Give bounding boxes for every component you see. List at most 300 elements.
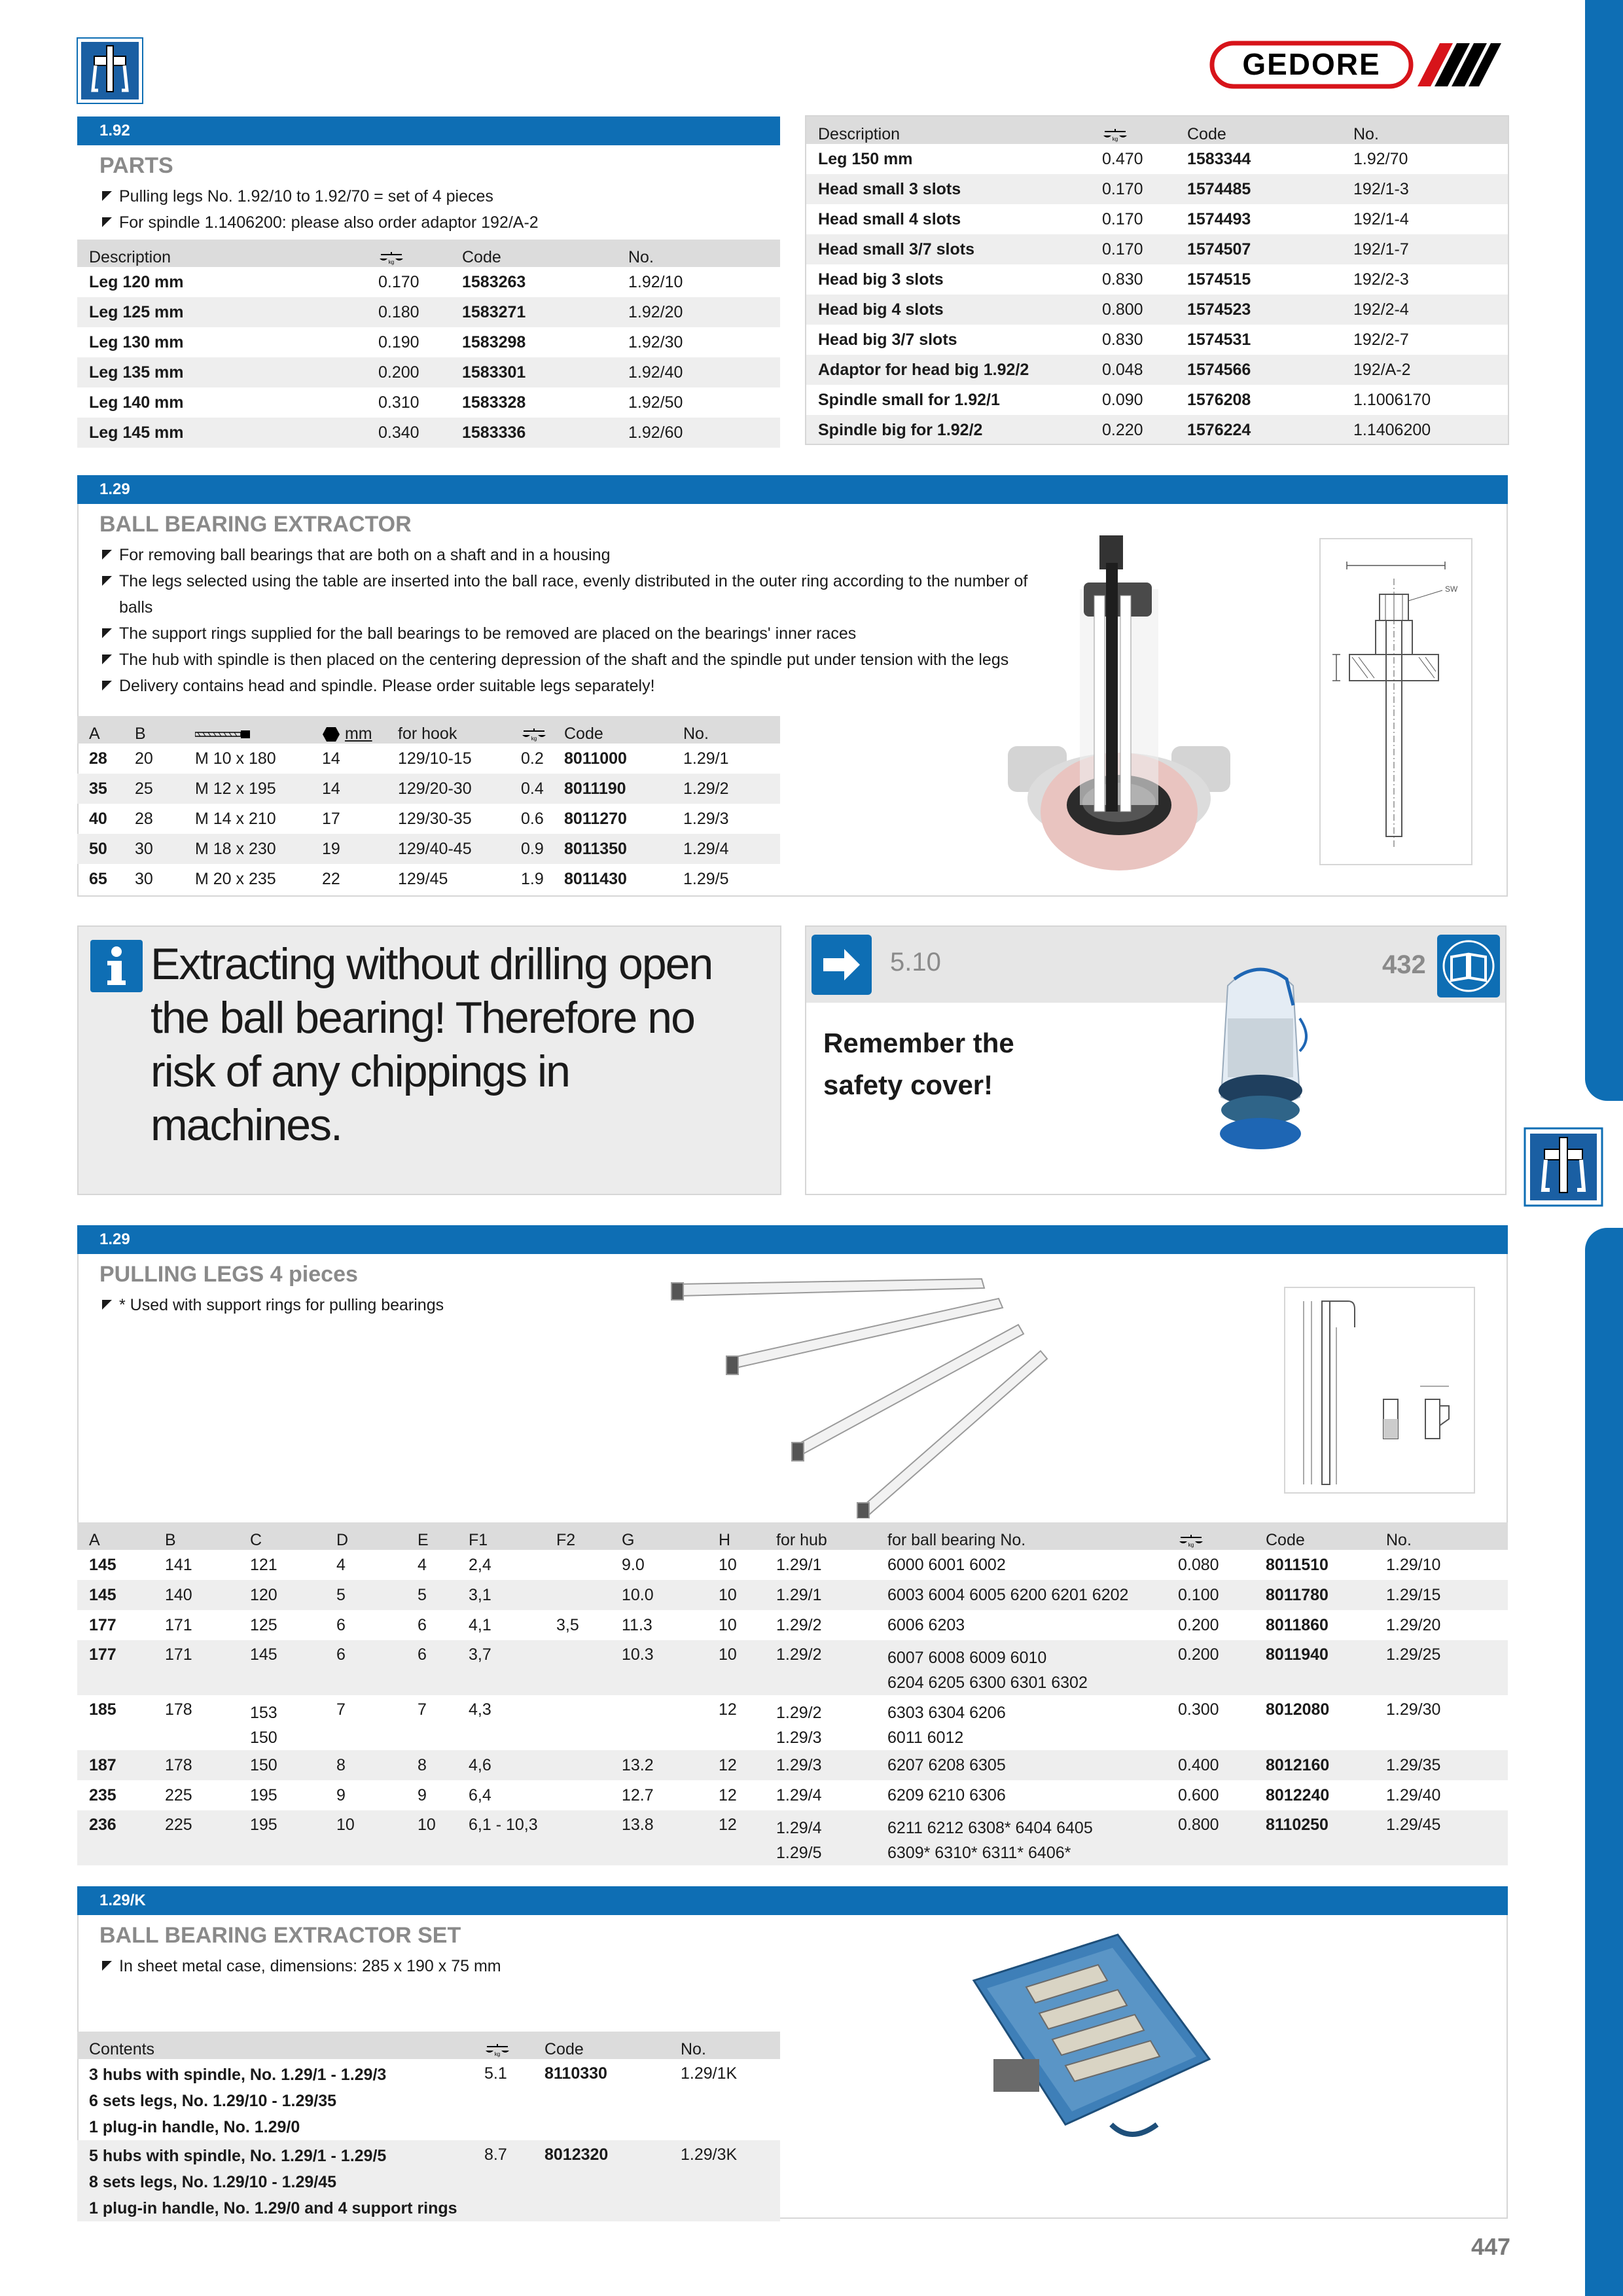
- cell-a: 50: [77, 834, 123, 864]
- cell-bearing: 6209 6210 6306: [887, 1785, 1006, 1804]
- bullet-item: For removing ball bearings that are both on a shaft and in a housing: [102, 542, 1031, 568]
- cell-no: 1.1006170: [1353, 390, 1431, 409]
- col-f2: F2: [544, 1522, 610, 1550]
- bearing-line: 6204 6205 6300 6301 6302: [887, 1674, 1088, 1692]
- cell-thread: M 20 x 235: [195, 869, 276, 888]
- parts-bullets: [102, 183, 770, 236]
- reference-page[interactable]: 432: [1382, 950, 1426, 979]
- col-e: E: [406, 1522, 457, 1550]
- hex-wrench-icon: [310, 716, 386, 744]
- cell-g: 10.3: [610, 1640, 707, 1695]
- cell-e: 6: [406, 1640, 457, 1695]
- table-row: [806, 415, 1508, 445]
- bearing-line: 6011 6012: [887, 1729, 964, 1747]
- cell-a: 40: [89, 809, 107, 828]
- cell-b: 178: [165, 1700, 192, 1719]
- cell-code: 1583298: [462, 332, 526, 351]
- puller-category-icon: [76, 37, 144, 105]
- cell-hub: 1.29/1: [764, 1580, 876, 1610]
- svg-text:kg: kg: [388, 259, 395, 266]
- cell-no: 1.29/3: [683, 809, 729, 828]
- cell-weight: 0.310: [378, 393, 419, 412]
- cell-description: Spindle big for 1.92/2: [806, 415, 1090, 445]
- cell-e: 5: [406, 1580, 457, 1610]
- cell-bearing: [876, 1695, 1166, 1750]
- cell-hub: [764, 1695, 876, 1750]
- cell-no: 1.29/40: [1386, 1785, 1441, 1804]
- cell-a: 187: [77, 1750, 153, 1780]
- hub-line: 1.29/2: [776, 1704, 822, 1722]
- col-c: C: [238, 1522, 325, 1550]
- cell-c: 150: [238, 1750, 325, 1780]
- cell-f2: [544, 1750, 610, 1780]
- table-row: [77, 1750, 1508, 1780]
- table-row: [77, 357, 780, 387]
- cell-no: 1.29/30: [1386, 1700, 1441, 1719]
- cell-no: 1.92/50: [628, 393, 683, 412]
- cell-bearing: [876, 1640, 1166, 1695]
- col-code: Code: [552, 716, 671, 744]
- svg-text:kg: kg: [1188, 1542, 1194, 1549]
- cell-weight: 0.470: [1102, 149, 1143, 168]
- cell-hook: 129/30-35: [398, 809, 472, 828]
- bearing-line: 6303 6304 6206: [887, 1704, 1006, 1722]
- cell-code: 1583301: [450, 357, 616, 387]
- cell-code: 8012080: [1266, 1700, 1330, 1719]
- cell-f1: 4,3: [469, 1700, 491, 1719]
- cell-f1: 3,1: [457, 1580, 544, 1610]
- cell-code: 8110330: [544, 2064, 607, 2083]
- cell-e: 7: [418, 1700, 427, 1719]
- weight-kg-icon: [1090, 117, 1175, 144]
- weight-kg-icon: [1166, 1522, 1254, 1550]
- cell-code: 8012240: [1266, 1785, 1330, 1804]
- info-text: Extracting without drilling open the ball bearing! Therefore no risk of any chippings in machines.: [151, 939, 713, 1150]
- col-no: No.: [671, 716, 780, 744]
- table-row: [77, 744, 780, 774]
- cell-bearing: 6000 6001 6002: [887, 1555, 1006, 1574]
- hub-line: 1.29/4: [776, 1819, 822, 1837]
- cell-code: 8011190: [552, 774, 671, 804]
- cell-g: 10.0: [610, 1580, 707, 1610]
- col-d: D: [325, 1522, 406, 1550]
- bullet-item: The support rings supplied for the ball bearings to be removed are placed on the bearings' inner races: [102, 620, 1031, 647]
- cell-no: 1.92/20: [616, 297, 780, 327]
- arrow-right-icon[interactable]: [812, 935, 872, 995]
- cell-weight: 0.4: [509, 774, 552, 804]
- col-b: B: [123, 716, 183, 744]
- contents-line: 6 sets legs, No. 1.29/10 - 1.29/35: [89, 2092, 337, 2110]
- cell-weight: 0.180: [366, 297, 450, 327]
- cell-mm: 19: [310, 834, 386, 864]
- table-row: [806, 264, 1508, 295]
- cell-b: 141: [165, 1555, 192, 1574]
- cell-no: 192/1-3: [1342, 174, 1508, 204]
- svg-text:kg: kg: [531, 736, 537, 742]
- cell-h: 10: [719, 1555, 737, 1574]
- cell-no: 1.29/10: [1386, 1555, 1441, 1574]
- cell-description: Head small 4 slots: [818, 209, 961, 228]
- cell-f1: 2,4: [469, 1555, 491, 1574]
- cell-hook: 129/40-45: [386, 834, 509, 864]
- cell-no: 1.29/1: [683, 749, 729, 768]
- cell-a: 145: [77, 1580, 153, 1610]
- pulling-legs-technical-drawing: [1284, 1287, 1475, 1494]
- cell-hook: 129/45: [398, 869, 448, 888]
- cell-weight: 0.170: [1090, 174, 1175, 204]
- cell-weight: 0.200: [1166, 1640, 1254, 1695]
- cell-g: 13.8: [610, 1810, 707, 1865]
- cell-no: 1.92/60: [616, 418, 780, 448]
- col-code: Code: [533, 2032, 669, 2059]
- cell-f2: [544, 1550, 610, 1580]
- cell-no: 1.29/35: [1374, 1750, 1508, 1780]
- cell-h: 12: [707, 1750, 764, 1780]
- col-no: No.: [1374, 1522, 1508, 1550]
- legs-bullets: [102, 1292, 691, 1318]
- cell-code: 8011270: [564, 809, 627, 828]
- cell-weight: 0.340: [366, 418, 450, 448]
- cell-weight: 0.9: [509, 834, 552, 864]
- hub-line: 1.29/3: [776, 1729, 822, 1747]
- cell-no: 1.29/2: [671, 774, 780, 804]
- cell-weight: 0.2: [521, 749, 544, 768]
- extractor-technical-drawing: [1319, 538, 1472, 865]
- cell-weight: 0.300: [1178, 1700, 1219, 1719]
- cell-description: Leg 125 mm: [77, 297, 366, 327]
- cell-description: Head small 3 slots: [806, 174, 1090, 204]
- cell-contents: [77, 2140, 473, 2221]
- cell-f1: 3,7: [457, 1640, 544, 1695]
- weight-kg-icon: [473, 2032, 533, 2059]
- bullet-item: * Used with support rings for pulling bearings: [102, 1292, 691, 1318]
- col-description: Description: [806, 117, 1090, 144]
- cell-a: 35: [77, 774, 123, 804]
- cell-code: 1574485: [1175, 174, 1342, 204]
- cell-description: Leg 145 mm: [77, 418, 366, 448]
- bearing-line: 6211 6212 6308* 6404 6405: [887, 1819, 1093, 1837]
- table-row: [806, 355, 1508, 385]
- safety-cover-image: [1202, 946, 1319, 1156]
- cell-b: 140: [153, 1580, 238, 1610]
- cell-weight: 1.9: [521, 869, 544, 888]
- cell-h: 10: [719, 1615, 737, 1634]
- cell-h: 12: [707, 1810, 764, 1865]
- cell-no: 1.29/1K: [681, 2064, 738, 2083]
- cell-code: 1576224: [1175, 415, 1342, 445]
- bullet-item: Pulling legs No. 1.92/10 to 1.92/70 = set of 4 pieces: [102, 183, 770, 209]
- cell-c: [238, 1695, 325, 1750]
- cell-weight: 0.048: [1090, 355, 1175, 385]
- cell-weight: 8.7: [473, 2140, 533, 2221]
- cell-a: 65: [89, 869, 107, 888]
- reference-text-line2: safety cover!: [823, 1069, 993, 1100]
- cell-code: 1574515: [1187, 270, 1251, 289]
- c-line: 153: [250, 1704, 277, 1722]
- cell-a: 177: [89, 1615, 116, 1634]
- cell-code: 8011430: [564, 869, 627, 888]
- cell-bearing: 6207 6208 6305: [876, 1750, 1166, 1780]
- bearing-line: 6309* 6310* 6311* 6406*: [887, 1844, 1071, 1862]
- section-title-set: BALL BEARING EXTRACTOR SET: [99, 1923, 461, 1948]
- cell-no: 1.29/3K: [669, 2140, 780, 2221]
- table-row: [77, 418, 780, 448]
- bullet-item: The legs selected using the table are inserted into the ball race, evenly distributed in the outer ring according to the number of balls: [102, 568, 1031, 620]
- cell-no: 192/2-3: [1353, 270, 1409, 289]
- section-title-legs: PULLING LEGS 4 pieces: [99, 1262, 358, 1287]
- cell-description: Head big 4 slots: [806, 295, 1090, 325]
- cell-no: 1.92/40: [616, 357, 780, 387]
- info-icon: [90, 940, 143, 992]
- col-b: B: [153, 1522, 238, 1550]
- pulling-legs-image: [668, 1276, 1060, 1518]
- svg-text:kg: kg: [1112, 136, 1118, 143]
- cell-hub: [764, 1810, 876, 1865]
- cell-code: 8110250: [1254, 1810, 1374, 1865]
- cell-code: 1583271: [450, 297, 616, 327]
- table-row: [77, 804, 780, 834]
- section-title-parts: PARTS: [99, 153, 173, 178]
- cell-description: Leg 135 mm: [77, 357, 366, 387]
- cell-weight: 0.200: [366, 357, 450, 387]
- cell-no: 192/A-2: [1342, 355, 1508, 385]
- cell-weight: 0.170: [1090, 234, 1175, 264]
- col-hook: for hook: [386, 716, 509, 744]
- cell-description: Head small 3/7 slots: [806, 234, 1090, 264]
- contents-line: 5 hubs with spindle, No. 1.29/1 - 1.29/5: [89, 2147, 387, 2165]
- col-hub: for hub: [764, 1522, 876, 1550]
- cell-code: 1583328: [462, 393, 526, 412]
- cell-d: 8: [325, 1750, 406, 1780]
- cell-no: 1.29/20: [1386, 1615, 1441, 1634]
- col-g: G: [610, 1522, 707, 1550]
- cell-g: 11.3: [622, 1615, 652, 1634]
- cell-no: 1.92/10: [628, 272, 683, 291]
- table-row: [77, 2140, 780, 2221]
- cell-code: 1574566: [1175, 355, 1342, 385]
- cell-description: Leg 120 mm: [89, 272, 184, 291]
- legs-table: [77, 1522, 1508, 1865]
- col-no: No.: [616, 240, 780, 267]
- cell-weight: 0.090: [1102, 390, 1143, 409]
- table-row: [806, 174, 1508, 204]
- svg-text:kg: kg: [494, 2051, 501, 2058]
- cell-d: 6: [336, 1615, 346, 1634]
- cell-hook: 129/20-30: [386, 774, 509, 804]
- cell-a: 177: [77, 1640, 153, 1695]
- cell-no: 1.29/25: [1374, 1640, 1508, 1695]
- cell-weight: 0.600: [1178, 1785, 1219, 1804]
- cell-code: 1574523: [1175, 295, 1342, 325]
- cell-code: 1574507: [1175, 234, 1342, 264]
- cell-thread: M 14 x 210: [195, 809, 276, 828]
- col-code: Code: [1254, 1522, 1374, 1550]
- bullet-item: For spindle 1.1406200: please also order adaptor 192/A-2: [102, 209, 770, 236]
- table-row: [77, 834, 780, 864]
- cell-weight: 0.800: [1166, 1810, 1254, 1865]
- cell-no: 192/1-7: [1342, 234, 1508, 264]
- cell-f2: [544, 1810, 610, 1865]
- cell-code: 1583344: [1187, 149, 1251, 168]
- weight-kg-icon: [509, 716, 552, 744]
- cell-f2: [544, 1780, 610, 1810]
- reference-text-line1: Remember the: [823, 1028, 1014, 1058]
- cell-thread: M 10 x 180: [195, 749, 276, 768]
- cell-description: Leg 130 mm: [89, 332, 184, 351]
- svg-text:GEDORE: GEDORE: [1242, 47, 1381, 81]
- col-h: H: [707, 1522, 764, 1550]
- cell-weight: 0.190: [378, 332, 419, 351]
- table-row: [806, 325, 1508, 355]
- cell-mm: 22: [322, 869, 340, 888]
- cell-description: Spindle small for 1.92/1: [818, 390, 1000, 409]
- table-row: [806, 204, 1508, 234]
- hub-line: 1.29/5: [776, 1844, 822, 1862]
- cell-description: Leg 150 mm: [818, 149, 913, 168]
- cell-no: 1.29/45: [1374, 1810, 1508, 1865]
- col-description: Description: [77, 240, 366, 267]
- table-row: [77, 1810, 1508, 1865]
- bearing-line: 6007 6008 6009 6010: [887, 1649, 1047, 1667]
- cell-c: 120: [238, 1580, 325, 1610]
- cell-weight: 0.6: [521, 809, 544, 828]
- cell-a: 145: [89, 1555, 116, 1574]
- catalog-book-icon[interactable]: [1437, 935, 1500, 997]
- col-code: Code: [1175, 117, 1342, 144]
- extractor-set-case-image: [967, 1928, 1216, 2151]
- cell-h: 10: [707, 1640, 764, 1695]
- contents-line: 1 plug-in handle, No. 1.29/0: [89, 2118, 300, 2136]
- bullet-item: In sheet metal case, dimensions: 285 x 190 x 75 mm: [102, 1953, 757, 1979]
- c-line: 150: [250, 1729, 277, 1747]
- table-row: [77, 2059, 780, 2140]
- parts-table-right: [806, 117, 1508, 445]
- cell-e: 6: [418, 1615, 427, 1634]
- cell-code: 8012320: [533, 2140, 669, 2221]
- cell-description: Head big 3 slots: [818, 270, 944, 289]
- side-tab-upper: [1585, 0, 1623, 1101]
- cell-weight: 0.170: [378, 272, 419, 291]
- cell-e: 9: [418, 1785, 427, 1804]
- cell-d: 4: [336, 1555, 346, 1574]
- cell-c: 145: [238, 1640, 325, 1695]
- cell-h: 12: [719, 1700, 737, 1719]
- cell-no: 1.29/5: [683, 869, 729, 888]
- cell-a: 236: [77, 1810, 153, 1865]
- weight-kg-icon: [366, 240, 450, 267]
- cell-b: 30: [135, 869, 153, 888]
- table-row: [77, 1640, 1508, 1695]
- reference-section[interactable]: 5.10: [890, 948, 941, 977]
- cell-mm: 14: [310, 774, 386, 804]
- cell-code: 8011780: [1254, 1580, 1374, 1610]
- cell-b: 171: [153, 1640, 238, 1695]
- cell-code: 1583263: [462, 272, 526, 291]
- section-number-set: 1.29/K: [77, 1886, 1508, 1915]
- cell-weight: 0.400: [1166, 1750, 1254, 1780]
- col-contents: Contents: [77, 2032, 473, 2059]
- col-a: A: [77, 716, 123, 744]
- table-row: [77, 774, 780, 804]
- cell-weight: 5.1: [484, 2064, 507, 2083]
- cell-d: 10: [325, 1810, 406, 1865]
- cell-code: 8011000: [564, 749, 627, 768]
- cell-no: 1.1406200: [1342, 415, 1508, 445]
- cell-weight: 0.170: [1102, 209, 1143, 228]
- cell-d: 9: [336, 1785, 346, 1804]
- cell-hub: 1.29/1: [776, 1555, 822, 1574]
- cell-e: 10: [406, 1810, 457, 1865]
- cell-d: 6: [325, 1640, 406, 1695]
- cell-a: 28: [89, 749, 107, 768]
- table-row: [77, 1550, 1508, 1580]
- cell-b: 25: [123, 774, 183, 804]
- cell-description: Leg 140 mm: [89, 393, 184, 412]
- cell-mm: 14: [322, 749, 340, 768]
- contents-line: 3 hubs with spindle, No. 1.29/1 - 1.29/3: [89, 2066, 387, 2084]
- cell-code: 8011350: [552, 834, 671, 864]
- cell-description: Adaptor for head big 1.92/2: [806, 355, 1090, 385]
- cell-hook: 129/10-15: [398, 749, 472, 768]
- cell-no: 1.92/70: [1353, 149, 1408, 168]
- contents-line: 8 sets legs, No. 1.29/10 - 1.29/45: [89, 2173, 337, 2191]
- cell-c: 121: [250, 1555, 277, 1574]
- thread-icon: [183, 716, 310, 744]
- cell-b: 225: [153, 1810, 238, 1865]
- cell-thread: M 18 x 230: [183, 834, 310, 864]
- section-title-extractor: BALL BEARING EXTRACTOR: [99, 512, 412, 537]
- cell-weight: 0.800: [1090, 295, 1175, 325]
- set-bullets: [102, 1953, 757, 1979]
- cell-description: Head big 3/7 slots: [818, 330, 957, 349]
- cell-no: 1.92/30: [628, 332, 683, 351]
- cell-f2: [544, 1580, 610, 1610]
- cell-g: 12.7: [622, 1785, 654, 1804]
- cell-b: 178: [153, 1750, 238, 1780]
- cell-hub: 1.29/2: [764, 1640, 876, 1695]
- section-number-extractor: 1.29: [77, 475, 1508, 504]
- extractor-bullets: [102, 542, 1031, 699]
- col-no: No.: [1342, 117, 1508, 144]
- cell-hub: 1.29/2: [776, 1615, 822, 1634]
- cell-e: 4: [418, 1555, 427, 1574]
- cell-a: 185: [89, 1700, 116, 1719]
- cell-hub: 1.29/4: [776, 1785, 822, 1804]
- gedore-logo: [1209, 39, 1501, 90]
- set-table: [77, 2032, 780, 2221]
- cell-weight: 0.220: [1090, 415, 1175, 445]
- cell-b: 171: [165, 1615, 192, 1634]
- ball-bearing-extractor-image: [1008, 524, 1230, 890]
- cell-h: 10: [707, 1580, 764, 1610]
- cell-code: 1574531: [1187, 330, 1251, 349]
- side-tab-lower: [1585, 1228, 1623, 2296]
- cell-mm: 17: [322, 809, 340, 828]
- cell-f1: 6,4: [469, 1785, 491, 1804]
- cell-b: 20: [135, 749, 153, 768]
- col-a: A: [77, 1522, 153, 1550]
- cell-g: [610, 1695, 707, 1750]
- table-row: [77, 387, 780, 418]
- cell-code: 8012160: [1254, 1750, 1374, 1780]
- cell-code: 1583336: [450, 418, 616, 448]
- sw-label: SW: [1445, 584, 1458, 594]
- cell-code: 8011860: [1266, 1615, 1329, 1634]
- cell-c: 125: [250, 1615, 277, 1634]
- table-row: [77, 297, 780, 327]
- parts-table-left: [77, 240, 780, 448]
- table-row: [77, 1780, 1508, 1810]
